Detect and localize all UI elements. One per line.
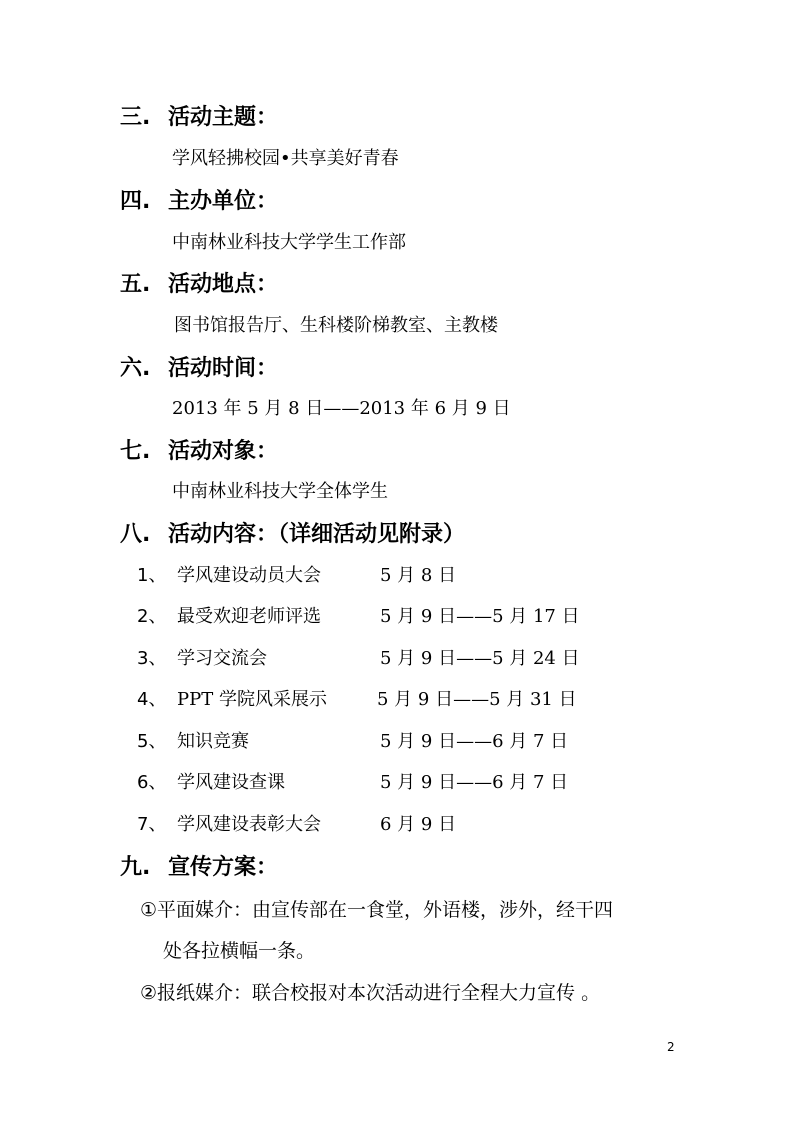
- section-title: 宣传方案：: [168, 855, 279, 880]
- section-number: 九.: [120, 855, 151, 880]
- section-content-audience: 中南林业科技大学全体学生: [172, 481, 388, 502]
- section-heading-promotion: [120, 851, 278, 885]
- list-item-name: 学风建设查课: [177, 772, 285, 793]
- list-item-name: PPT 学院风采展示: [177, 689, 327, 710]
- promotion-item-print-line2: 处各拉横幅一条。: [163, 940, 316, 962]
- section-heading-time: [120, 352, 278, 386]
- section-number: 三.: [120, 105, 151, 130]
- list-item-date: 6 月 9 日: [380, 814, 457, 835]
- list-item-index: 6、: [137, 772, 167, 793]
- list-item-index: 7、: [137, 814, 167, 835]
- list-item-name: 学习交流会: [177, 648, 267, 669]
- list-item-date: 5 月 9 日——5 月 24 日: [380, 648, 580, 669]
- list-item-index: 2、: [137, 606, 167, 627]
- section-content-theme: 学风轻拂校园•共享美好青春: [172, 148, 399, 169]
- page-number: 2: [667, 1040, 675, 1054]
- list-item-date: 5 月 9 日——5 月 31 日: [377, 689, 577, 710]
- section-heading-location: [120, 268, 278, 302]
- section-number: 五.: [120, 272, 151, 297]
- list-item-name: 最受欢迎老师评选: [177, 606, 321, 627]
- section-title: 活动主题：: [168, 105, 279, 130]
- section-number: 八.: [120, 522, 151, 547]
- list-item-date: 5 月 8 日: [380, 565, 457, 586]
- section-title: 活动地点：: [168, 272, 279, 297]
- promotion-item-newspaper: ②报纸媒介：联合校报对本次活动进行全程大力宣传 。: [140, 982, 601, 1004]
- section-heading-theme: [120, 101, 278, 135]
- list-item-name: 学风建设动员大会: [177, 565, 321, 586]
- section-content-organizer: 中南林业科技大学学生工作部: [172, 232, 406, 253]
- list-item-index: 5、: [137, 731, 167, 752]
- list-item-date: 5 月 9 日——6 月 7 日: [380, 772, 569, 793]
- list-item-index: 3、: [137, 648, 167, 669]
- section-heading-organizer: [120, 185, 278, 219]
- section-title: 活动内容：（详细活动见附录）: [168, 522, 466, 547]
- section-number: 七.: [120, 439, 151, 464]
- list-item-date: 5 月 9 日——6 月 7 日: [380, 731, 569, 752]
- list-item-date: 5 月 9 日——5 月 17 日: [380, 606, 580, 627]
- section-number: 六.: [120, 356, 151, 381]
- section-title: 主办单位：: [168, 189, 279, 214]
- list-item-index: 4、: [137, 689, 167, 710]
- section-number: 四.: [120, 189, 151, 214]
- list-item-index: 1、: [137, 565, 167, 586]
- section-heading-activities: [120, 518, 465, 552]
- promotion-item-print-line1: ①平面媒介：由宣传部在一食堂，外语楼，涉外，经干四: [140, 899, 614, 921]
- section-title: 活动时间：: [168, 356, 279, 381]
- section-content-time: 2013 年 5 月 8 日——2013 年 6 月 9 日: [172, 398, 511, 419]
- list-item-name: 知识竞赛: [177, 731, 249, 752]
- section-content-location: 图书馆报告厅、生科楼阶梯教室、主教楼: [174, 315, 498, 336]
- list-item-name: 学风建设表彰大会: [177, 814, 321, 835]
- section-title: 活动对象：: [168, 439, 279, 464]
- section-heading-audience: [120, 435, 278, 469]
